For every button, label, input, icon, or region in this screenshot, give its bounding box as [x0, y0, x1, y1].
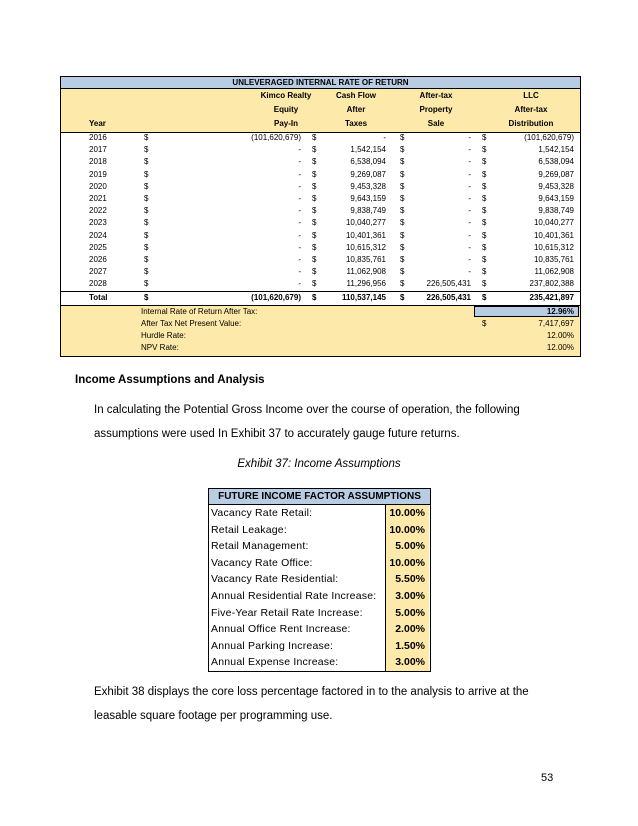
- irr-row: [61, 145, 580, 157]
- income-rows: [209, 505, 430, 671]
- row-equity: -: [298, 169, 301, 179]
- irr-table: [60, 76, 581, 357]
- currency-symbol: $: [312, 218, 317, 228]
- row-sale: -: [468, 133, 471, 142]
- income-label: Five-Year Retail Rate Increase:: [211, 606, 363, 619]
- currency-symbol: $: [400, 267, 405, 277]
- currency-symbol: $: [400, 181, 405, 191]
- irr-row: [61, 182, 580, 194]
- currency-symbol: $: [312, 293, 317, 303]
- income-label: Vacancy Rate Office:: [211, 556, 313, 569]
- header-cashflow-3: Taxes: [344, 119, 368, 128]
- income-row: [209, 555, 430, 572]
- currency-symbol: $: [482, 133, 487, 142]
- row-cashflow: 11,296,956: [346, 279, 386, 289]
- currency-symbol: $: [400, 145, 405, 155]
- income-value: 3.00%: [385, 654, 429, 671]
- row-equity: -: [298, 145, 301, 155]
- row-sale: -: [468, 242, 471, 252]
- income-label: Annual Residential Rate Increase:: [211, 589, 377, 602]
- summary-line-npv: [61, 318, 580, 330]
- irr-rows: [61, 133, 580, 291]
- row-year: 2019: [89, 169, 107, 179]
- currency-symbol: $: [312, 133, 317, 142]
- irr-row: [61, 267, 580, 279]
- currency-symbol: $: [482, 267, 487, 277]
- paragraph-line: Exhibit 38 displays the core loss percentage factored in to the analysis to arrive at the: [94, 686, 529, 698]
- currency-symbol: $: [144, 279, 149, 289]
- paragraph-line: assumptions were used In Exhibit 37 to accurately gauge future returns.: [94, 428, 460, 440]
- income-label: Annual Office Rent Increase:: [211, 623, 351, 636]
- currency-symbol: $: [144, 206, 149, 216]
- page-number: 53: [541, 772, 554, 784]
- income-row: [209, 588, 430, 605]
- row-equity: (101,620,679): [251, 133, 301, 142]
- summary-label: After Tax Net Present Value:: [141, 319, 242, 329]
- summary-value-irr: 12.96%: [546, 307, 574, 317]
- irr-row: [61, 231, 580, 243]
- irr-summary: [61, 306, 580, 356]
- row-year: 2017: [89, 145, 107, 155]
- row-cashflow: 10,401,361: [345, 230, 386, 240]
- income-value: 3.00%: [385, 588, 429, 605]
- row-sale: -: [468, 254, 471, 264]
- row-sale: -: [468, 230, 471, 240]
- currency-symbol: $: [312, 193, 317, 203]
- income-label: Retail Leakage:: [211, 523, 287, 536]
- row-dist: 6,538,094: [538, 157, 574, 167]
- currency-symbol: $: [312, 169, 317, 179]
- currency-symbol: $: [144, 293, 149, 303]
- irr-table-title: UNLEVERAGED INTERNAL RATE OF RETURN: [61, 77, 580, 89]
- irr-row: [61, 243, 580, 255]
- row-year: 2020: [89, 181, 107, 191]
- total-dist: 235,421,897: [529, 293, 574, 303]
- row-dist: 10,401,361: [533, 230, 574, 240]
- currency-symbol: $: [482, 230, 487, 240]
- row-equity: -: [298, 193, 301, 203]
- row-sale: -: [468, 145, 471, 155]
- currency-symbol: $: [144, 133, 149, 142]
- summary-value-npv-rate: 12.00%: [546, 343, 574, 353]
- row-dist: 1,542,154: [538, 145, 574, 155]
- currency-symbol: $: [482, 193, 487, 203]
- currency-symbol: $: [312, 145, 317, 155]
- currency-symbol: $: [312, 181, 317, 191]
- summary-value-hurdle: 12.00%: [546, 331, 574, 341]
- irr-row: [61, 279, 580, 291]
- row-cashflow: 11,062,908: [346, 267, 386, 277]
- irr-row: [61, 133, 580, 145]
- currency-symbol: $: [482, 169, 487, 179]
- currency-symbol: $: [144, 193, 149, 203]
- summary-label: Hurdle Rate:: [141, 331, 186, 341]
- irr-row: [61, 206, 580, 218]
- currency-symbol: $: [482, 319, 487, 329]
- income-label: Annual Parking Increase:: [211, 639, 334, 652]
- header-sale-1: After-tax: [419, 91, 453, 100]
- header-sale-3: Sale: [427, 119, 445, 128]
- row-sale: -: [468, 218, 471, 228]
- summary-line-npv-rate: [61, 342, 580, 354]
- currency-symbol: $: [312, 242, 317, 252]
- currency-symbol: $: [144, 230, 149, 240]
- row-year: 2022: [89, 206, 107, 216]
- income-label: Vacancy Rate Retail:: [211, 507, 313, 519]
- summary-line-irr: [61, 306, 580, 318]
- row-equity: -: [298, 181, 301, 191]
- header-cashflow-2: After: [346, 105, 366, 114]
- row-year: 2021: [89, 193, 107, 203]
- row-dist: 11,062,908: [534, 267, 574, 277]
- currency-symbol: $: [144, 181, 149, 191]
- income-row: [209, 638, 430, 655]
- row-dist: 9,643,159: [538, 193, 574, 203]
- header-dist-1: LLC: [523, 91, 539, 100]
- income-row: [209, 621, 430, 638]
- currency-symbol: $: [400, 230, 405, 240]
- row-equity: -: [298, 254, 301, 264]
- row-sale: -: [468, 169, 471, 179]
- header-year: Year: [89, 119, 106, 128]
- currency-symbol: $: [400, 293, 405, 303]
- header-equity-2: Equity: [273, 105, 299, 114]
- currency-symbol: $: [400, 157, 405, 167]
- header-sale-2: Property: [419, 105, 453, 114]
- row-year: 2025: [89, 242, 107, 252]
- income-row: [209, 605, 430, 622]
- income-row: [209, 654, 430, 671]
- row-sale: -: [468, 193, 471, 203]
- currency-symbol: $: [400, 169, 405, 179]
- currency-symbol: $: [144, 169, 149, 179]
- header-equity-3: Pay-In: [273, 119, 298, 128]
- irr-row: [61, 170, 580, 182]
- currency-symbol: $: [482, 293, 487, 303]
- summary-line-hurdle: [61, 330, 580, 342]
- summary-label: Internal Rate of Return After Tax:: [141, 307, 258, 317]
- currency-symbol: $: [400, 218, 405, 228]
- row-cashflow: 10,040,277: [345, 218, 386, 228]
- section-heading: Income Assumptions and Analysis: [75, 374, 265, 386]
- currency-symbol: $: [482, 206, 487, 216]
- currency-symbol: $: [482, 279, 487, 289]
- total-label: Total: [89, 293, 108, 303]
- currency-symbol: $: [400, 254, 405, 264]
- income-row: [209, 522, 430, 539]
- currency-symbol: $: [144, 157, 149, 167]
- currency-symbol: $: [482, 242, 487, 252]
- currency-symbol: $: [400, 242, 405, 252]
- currency-symbol: $: [312, 157, 317, 167]
- currency-symbol: $: [312, 254, 317, 264]
- row-year: 2027: [89, 267, 107, 277]
- row-cashflow: 10,615,312: [345, 242, 386, 252]
- currency-symbol: $: [400, 279, 405, 289]
- row-sale: -: [468, 267, 471, 277]
- row-dist: 10,040,277: [533, 218, 574, 228]
- currency-symbol: $: [482, 157, 487, 167]
- row-dist: 9,453,328: [538, 181, 574, 191]
- income-label: Retail Management:: [211, 540, 309, 553]
- row-cashflow: 1,542,154: [350, 145, 386, 155]
- irr-row: [61, 218, 580, 230]
- currency-symbol: $: [144, 218, 149, 228]
- currency-symbol: $: [400, 133, 405, 142]
- total-sale: 226,505,431: [426, 293, 471, 303]
- income-value: 10.00%: [385, 522, 429, 539]
- row-cashflow: 9,838,749: [350, 206, 386, 216]
- currency-symbol: $: [312, 206, 317, 216]
- currency-symbol: $: [400, 206, 405, 216]
- row-cashflow: 9,269,087: [350, 169, 386, 179]
- currency-symbol: $: [400, 193, 405, 203]
- row-dist: 9,838,749: [538, 206, 574, 216]
- irr-row: [61, 255, 580, 267]
- row-dist: 9,269,087: [538, 169, 574, 179]
- currency-symbol: $: [144, 254, 149, 264]
- irr-total-row: [61, 291, 580, 306]
- irr-row: [61, 194, 580, 206]
- currency-symbol: $: [144, 267, 149, 277]
- currency-symbol: $: [312, 267, 317, 277]
- row-equity: -: [298, 279, 301, 289]
- row-year: 2016: [89, 133, 107, 142]
- currency-symbol: $: [482, 145, 487, 155]
- summary-value-npv: 7,417,697: [538, 319, 574, 329]
- income-value: 10.00%: [385, 505, 429, 522]
- row-year: 2018: [89, 157, 107, 167]
- irr-table-header: [61, 89, 580, 133]
- header-cashflow-1: Cash Flow: [335, 91, 376, 100]
- row-dist: 237,802,388: [529, 279, 574, 289]
- paragraph-line: In calculating the Potential Gross Income over the course of operation, the following: [94, 404, 520, 416]
- row-equity: -: [298, 157, 301, 167]
- row-dist: 10,835,761: [533, 254, 574, 264]
- row-sale: -: [468, 157, 471, 167]
- row-year: 2024: [89, 230, 107, 240]
- row-cashflow: 6,538,094: [350, 157, 386, 167]
- income-value: 10.00%: [385, 555, 429, 572]
- row-cashflow: 9,453,328: [350, 181, 386, 191]
- summary-label: NPV Rate:: [141, 343, 179, 353]
- row-cashflow: -: [383, 133, 386, 142]
- row-equity: -: [298, 267, 301, 277]
- income-assumptions-table: [208, 488, 431, 672]
- income-label: Annual Expense Increase:: [211, 656, 339, 669]
- income-value: 1.50%: [385, 638, 429, 655]
- row-equity: -: [298, 230, 301, 240]
- income-value: 5.00%: [385, 538, 429, 555]
- header-dist-3: Distribution: [508, 119, 554, 128]
- currency-symbol: $: [482, 218, 487, 228]
- row-dist: 10,615,312: [533, 242, 574, 252]
- income-value: 5.50%: [385, 571, 429, 588]
- income-label: Vacancy Rate Residential:: [211, 573, 339, 586]
- row-year: 2028: [89, 279, 107, 289]
- currency-symbol: $: [482, 181, 487, 191]
- currency-symbol: $: [482, 254, 487, 264]
- row-equity: -: [298, 242, 301, 252]
- exhibit-caption: Exhibit 37: Income Assumptions: [237, 458, 401, 470]
- currency-symbol: $: [312, 230, 317, 240]
- income-value: 5.00%: [385, 605, 429, 622]
- income-row: [209, 505, 430, 522]
- total-equity: (101,620,679): [251, 293, 301, 303]
- row-dist: (101,620,679): [524, 133, 574, 142]
- paragraph-line: leasable square footage per programming use.: [94, 710, 333, 722]
- header-equity-1: Kimco Realty: [260, 91, 312, 100]
- currency-symbol: $: [144, 145, 149, 155]
- row-cashflow: 10,835,761: [345, 254, 386, 264]
- income-row: [209, 571, 430, 588]
- income-row: [209, 538, 430, 555]
- income-table-title: FUTURE INCOME FACTOR ASSUMPTIONS: [209, 489, 430, 505]
- row-equity: -: [298, 218, 301, 228]
- row-equity: -: [298, 206, 301, 216]
- row-year: 2026: [89, 254, 107, 264]
- row-sale: 226,505,431: [426, 279, 471, 289]
- irr-row: [61, 157, 580, 169]
- total-cashflow: 110,537,145: [341, 293, 386, 303]
- row-sale: -: [468, 181, 471, 191]
- row-year: 2023: [89, 218, 107, 228]
- row-cashflow: 9,643,159: [350, 193, 386, 203]
- header-dist-2: After-tax: [514, 105, 548, 114]
- row-sale: -: [468, 206, 471, 216]
- currency-symbol: $: [312, 279, 317, 289]
- currency-symbol: $: [144, 242, 149, 252]
- income-value: 2.00%: [385, 621, 429, 638]
